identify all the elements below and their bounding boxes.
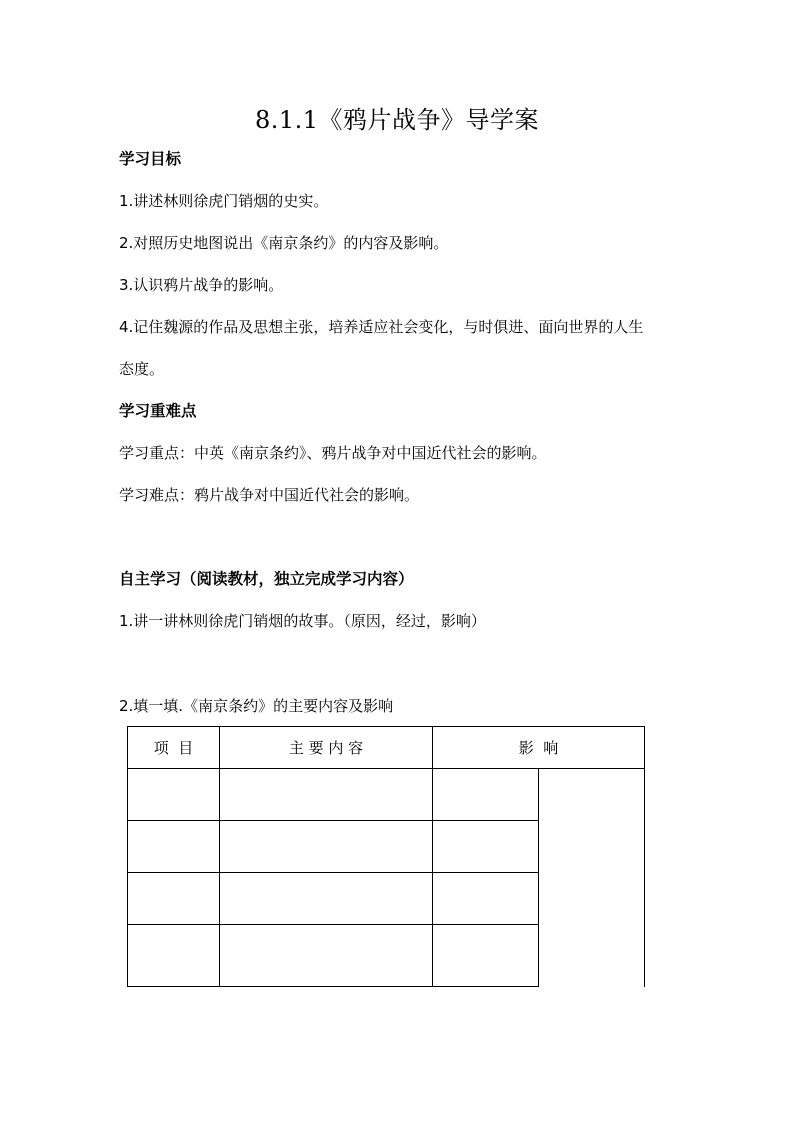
table-cell[interactable] [433,821,539,873]
table-row [128,769,645,821]
goal-4-continued: 态度。 [119,360,165,378]
document-title: 8.1.1《鸦片战争》导学案 [254,106,540,134]
header-content-label: 主 要 内 容 [288,739,364,757]
header-impact [433,727,645,769]
table-cell[interactable] [433,873,539,925]
task-1: 1.讲一讲林则徐虎门销烟的故事。（原因，经过，影响） [119,612,486,630]
table-cell[interactable] [433,925,539,987]
task-2: 2.填一填.《南京条约》的主要内容及影响 [119,697,394,715]
table-cell[interactable] [220,925,433,987]
table-cell[interactable] [128,769,220,821]
header-item-label: 项 目 [153,739,194,757]
difficult-point: 学习难点：鸦片战争对中国近代社会的影响。 [119,486,420,504]
header-impact-label: 影 响 [518,739,559,757]
goal-4: 4.记住魏源的作品及思想主张，培养适应社会变化，与时俱进、面向世界的人生 [119,318,644,336]
heading-learning-goals: 学习目标 [119,150,182,168]
header-item [128,727,220,769]
table-cell[interactable] [433,769,539,821]
treaty-table [127,726,645,987]
table-header-row [128,727,645,769]
table-cell[interactable] [128,873,220,925]
header-content [220,727,433,769]
table-cell[interactable] [128,821,220,873]
table-cell[interactable] [128,925,220,987]
table-cell-merged[interactable] [539,769,645,987]
goal-3: 3.认识鸦片战争的影响。 [119,276,284,294]
table-cell[interactable] [220,873,433,925]
key-point: 学习重点：中英《南京条约》、鸦片战争对中国近代社会的影响。 [119,444,547,462]
table-cell[interactable] [220,821,433,873]
heading-key-difficult-points: 学习重难点 [119,402,197,420]
heading-self-study: 自主学习（阅读教材，独立完成学习内容） [119,570,414,588]
goal-2: 2.对照历史地图说出《南京条约》的内容及影响。 [119,234,449,252]
goal-1: 1.讲述林则徐虎门销烟的史实。 [119,192,329,210]
table-cell[interactable] [220,769,433,821]
